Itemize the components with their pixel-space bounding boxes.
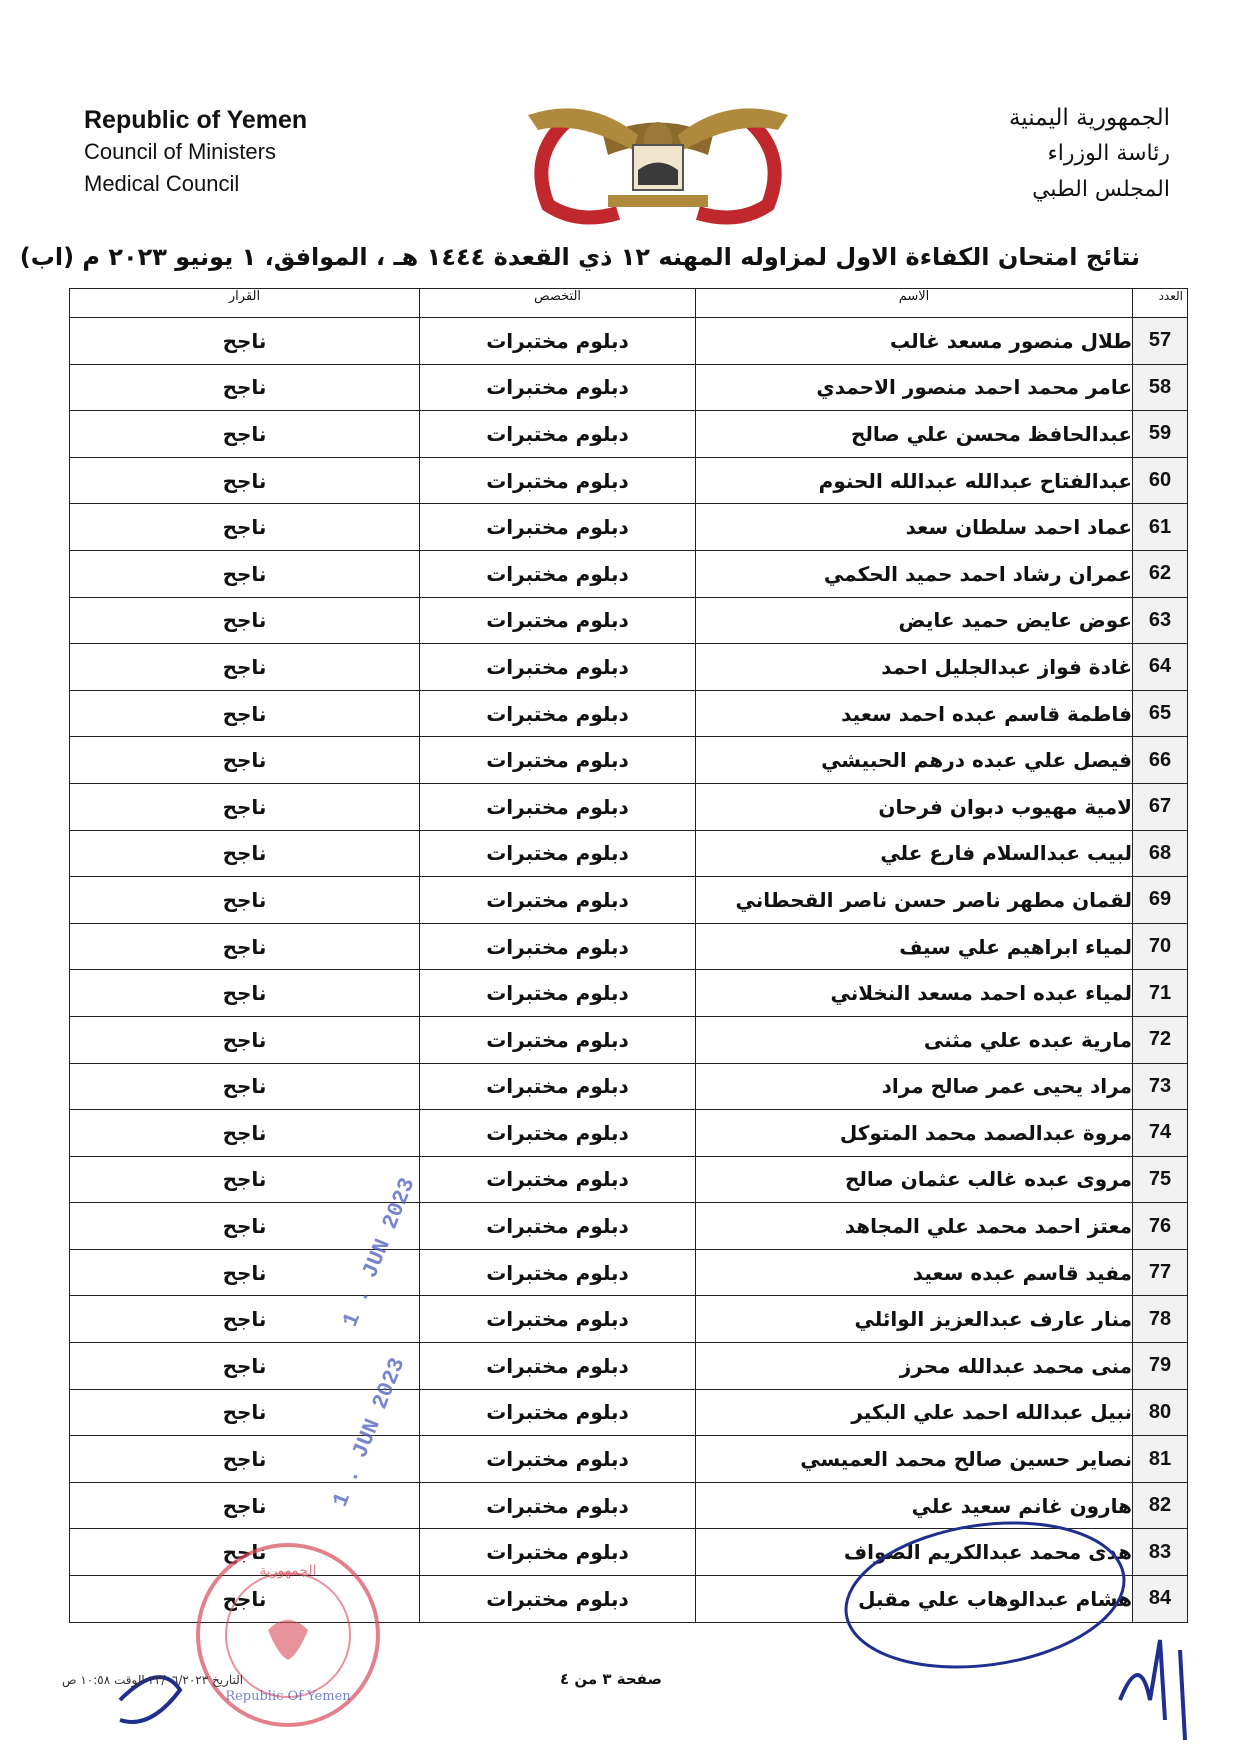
student-name: فاطمة قاسم عبده احمد سعيد	[696, 690, 1133, 737]
table-row	[70, 1203, 1188, 1250]
decision: ناجح	[70, 504, 420, 551]
student-name: غادة فواز عبدالجليل احمد	[696, 644, 1133, 691]
student-name: منى محمد عبدالله محرز	[696, 1343, 1133, 1390]
table-row	[70, 318, 1188, 365]
row-number: 74	[1133, 1110, 1188, 1157]
table-row	[70, 783, 1188, 830]
student-name: نبيل عبدالله احمد علي البكير	[696, 1389, 1133, 1436]
student-name: هارون غانم سعيد علي	[696, 1482, 1133, 1529]
decision: ناجح	[70, 364, 420, 411]
row-number: 67	[1133, 783, 1188, 830]
specialty: دبلوم مختبرات	[420, 1156, 696, 1203]
row-number: 76	[1133, 1203, 1188, 1250]
specialty: دبلوم مختبرات	[420, 783, 696, 830]
table-row	[70, 1296, 1188, 1343]
specialty: دبلوم مختبرات	[420, 1343, 696, 1390]
student-name: مروة عبدالصمد محمد المتوكل	[696, 1110, 1133, 1157]
specialty: دبلوم مختبرات	[420, 1436, 696, 1483]
specialty: دبلوم مختبرات	[420, 318, 696, 365]
decision: ناجح	[70, 597, 420, 644]
row-number: 77	[1133, 1249, 1188, 1296]
svg-text:الجمهورية: الجمهورية	[259, 1563, 317, 1579]
row-number: 63	[1133, 597, 1188, 644]
row-number: 62	[1133, 550, 1188, 597]
student-name: طلال منصور مسعد غالب	[696, 318, 1133, 365]
decision: ناجح	[70, 970, 420, 1017]
decision: ناجح	[70, 550, 420, 597]
decision: ناجح	[70, 1249, 420, 1296]
table-row	[70, 923, 1188, 970]
row-number: 75	[1133, 1156, 1188, 1203]
student-name: مارية عبده علي مثنى	[696, 1016, 1133, 1063]
decision: ناجح	[70, 1482, 420, 1529]
student-name: لمياء عبده احمد مسعد النخلاني	[696, 970, 1133, 1017]
student-name: منار عارف عبدالعزيز الوائلي	[696, 1296, 1133, 1343]
yemen-emblem-icon	[508, 95, 808, 225]
specialty: دبلوم مختبرات	[420, 970, 696, 1017]
row-number: 84	[1133, 1576, 1188, 1623]
student-name: مفيد قاسم عبده سعيد	[696, 1249, 1133, 1296]
specialty: دبلوم مختبرات	[420, 1063, 696, 1110]
specialty: دبلوم مختبرات	[420, 1389, 696, 1436]
official-seal-stamp	[188, 1535, 388, 1735]
table-body	[70, 318, 1188, 1623]
decision: ناجح	[70, 783, 420, 830]
print-timestamp: التاريخ ٢٣/٠٦/٢٠٢٣ الوقت ١٠:٥٨ ص	[62, 1673, 244, 1687]
student-name: عماد احمد سلطان سعد	[696, 504, 1133, 551]
student-name: لبيب عبدالسلام فارع علي	[696, 830, 1133, 877]
row-number: 69	[1133, 877, 1188, 924]
header-english	[84, 104, 307, 200]
table-row	[70, 597, 1188, 644]
page-number: صفحة ٣ من ٤	[560, 1670, 662, 1688]
header-en-country: Republic of Yemen	[84, 106, 308, 134]
student-name: عبدالحافظ محسن علي صالح	[696, 411, 1133, 458]
row-number: 80	[1133, 1389, 1188, 1436]
table-row	[70, 550, 1188, 597]
row-number: 61	[1133, 504, 1188, 551]
decision: ناجح	[70, 877, 420, 924]
decision: ناجح	[70, 1110, 420, 1157]
table-row	[70, 1063, 1188, 1110]
decision: ناجح	[70, 830, 420, 877]
table-row	[70, 737, 1188, 784]
decision: ناجح	[70, 1296, 420, 1343]
student-name: هدى محمد عبدالكريم الصواف	[696, 1529, 1133, 1576]
student-name: عامر محمد احمد منصور الاحمدي	[696, 364, 1133, 411]
column-header-name: الاسم	[696, 289, 1133, 318]
specialty: دبلوم مختبرات	[420, 1249, 696, 1296]
table-row	[70, 690, 1188, 737]
student-name: عبدالفتاح عبدالله عبدالله الحنوم	[696, 457, 1133, 504]
table-row	[70, 411, 1188, 458]
specialty: دبلوم مختبرات	[420, 830, 696, 877]
row-number: 72	[1133, 1016, 1188, 1063]
row-number: 81	[1133, 1436, 1188, 1483]
table-row	[70, 504, 1188, 551]
row-number: 79	[1133, 1343, 1188, 1390]
table-row	[70, 1482, 1188, 1529]
student-name: عوض عايض حميد عايض	[696, 597, 1133, 644]
decision: ناجح	[70, 1436, 420, 1483]
student-name: لمياء ابراهيم علي سيف	[696, 923, 1133, 970]
received-date-stamp-1: 1 . JUN 2023	[337, 1174, 421, 1331]
specialty: دبلوم مختبرات	[420, 1110, 696, 1157]
student-name: معتز احمد محمد علي المجاهد	[696, 1203, 1133, 1250]
row-number: 71	[1133, 970, 1188, 1017]
decision: ناجح	[70, 411, 420, 458]
column-header-decision: القرار	[70, 289, 420, 318]
table-row	[70, 1016, 1188, 1063]
svg-text:Republic Of Yemen: Republic Of Yemen	[225, 1689, 351, 1704]
table-row	[70, 1156, 1188, 1203]
student-name: نصاير حسين صالح محمد العميسي	[696, 1436, 1133, 1483]
row-number: 68	[1133, 830, 1188, 877]
table-header-row	[70, 289, 1188, 318]
student-name: لقمان مطهر ناصر حسن ناصر القحطاني	[696, 877, 1133, 924]
decision: ناجح	[70, 923, 420, 970]
decision: ناجح	[70, 1389, 420, 1436]
decision: ناجح	[70, 737, 420, 784]
specialty: دبلوم مختبرات	[420, 877, 696, 924]
header-ar-ministers: رئاسة الوزراء	[1047, 141, 1170, 166]
specialty: دبلوم مختبرات	[420, 690, 696, 737]
table-row	[70, 1389, 1188, 1436]
table-row	[70, 970, 1188, 1017]
row-number: 58	[1133, 364, 1188, 411]
specialty: دبلوم مختبرات	[420, 737, 696, 784]
table-row	[70, 1436, 1188, 1483]
header-arabic	[1009, 100, 1170, 208]
table-row	[70, 1249, 1188, 1296]
row-number: 66	[1133, 737, 1188, 784]
specialty: دبلوم مختبرات	[420, 1576, 696, 1623]
decision: ناجح	[70, 457, 420, 504]
student-name: فيصل علي عبده درهم الحبيشي	[696, 737, 1133, 784]
row-number: 73	[1133, 1063, 1188, 1110]
decision: ناجح	[70, 1156, 420, 1203]
table-row	[70, 877, 1188, 924]
table-row	[70, 1343, 1188, 1390]
specialty: دبلوم مختبرات	[420, 1203, 696, 1250]
specialty: دبلوم مختبرات	[420, 1529, 696, 1576]
table-row	[70, 644, 1188, 691]
specialty: دبلوم مختبرات	[420, 364, 696, 411]
row-number: 64	[1133, 644, 1188, 691]
student-name: هشام عبدالوهاب علي مقبل	[696, 1576, 1133, 1623]
decision: ناجح	[70, 1203, 420, 1250]
row-number: 78	[1133, 1296, 1188, 1343]
decision: ناجح	[70, 1529, 420, 1576]
row-number: 59	[1133, 411, 1188, 458]
row-number: 57	[1133, 318, 1188, 365]
specialty: دبلوم مختبرات	[420, 1016, 696, 1063]
specialty: دبلوم مختبرات	[420, 1482, 696, 1529]
student-name: لامية مهيوب دبوان فرحان	[696, 783, 1133, 830]
specialty: دبلوم مختبرات	[420, 597, 696, 644]
specialty: دبلوم مختبرات	[420, 923, 696, 970]
decision: ناجح	[70, 1343, 420, 1390]
decision: ناجح	[70, 1063, 420, 1110]
row-number: 83	[1133, 1529, 1188, 1576]
decision: ناجح	[70, 644, 420, 691]
page-title: نتائج امتحان الكفاءة الاول لمزاوله المهنه ١٢ ذي القعدة ١٤٤٤ هـ ، الموافق، ١ يونيو ٢٠٢٣ م (اب)	[19, 243, 1140, 271]
specialty: دبلوم مختبرات	[420, 644, 696, 691]
header-ar-country: الجمهورية اليمنية	[1008, 105, 1170, 131]
decision: ناجح	[70, 1016, 420, 1063]
header-ar-medical: المجلس الطبي	[1032, 177, 1170, 202]
decision: ناجح	[70, 318, 420, 365]
specialty: دبلوم مختبرات	[420, 457, 696, 504]
specialty: دبلوم مختبرات	[420, 550, 696, 597]
student-name: مراد يحيى عمر صالح مراد	[696, 1063, 1133, 1110]
row-number: 82	[1133, 1482, 1188, 1529]
decision: ناجح	[70, 690, 420, 737]
specialty: دبلوم مختبرات	[420, 504, 696, 551]
row-number: 65	[1133, 690, 1188, 737]
specialty: دبلوم مختبرات	[420, 411, 696, 458]
table-row	[70, 364, 1188, 411]
student-name: مروى عبده غالب عثمان صالح	[696, 1156, 1133, 1203]
specialty: دبلوم مختبرات	[420, 1296, 696, 1343]
decision: ناجح	[70, 1576, 420, 1623]
student-name: عمران رشاد احمد حميد الحكمي	[696, 550, 1133, 597]
column-header-specialty: التخصص	[420, 289, 696, 318]
table-row	[70, 1110, 1188, 1157]
column-header-number: العدد	[1133, 289, 1188, 318]
row-number: 60	[1133, 457, 1188, 504]
results-table	[69, 288, 1188, 1623]
received-date-stamp-2: 1 . JUN 2023	[327, 1354, 411, 1511]
row-number: 70	[1133, 923, 1188, 970]
header-en-council: Council of Ministers	[84, 139, 276, 164]
table-row	[70, 830, 1188, 877]
table-row	[70, 457, 1188, 504]
header-en-medical: Medical Council	[84, 171, 240, 196]
